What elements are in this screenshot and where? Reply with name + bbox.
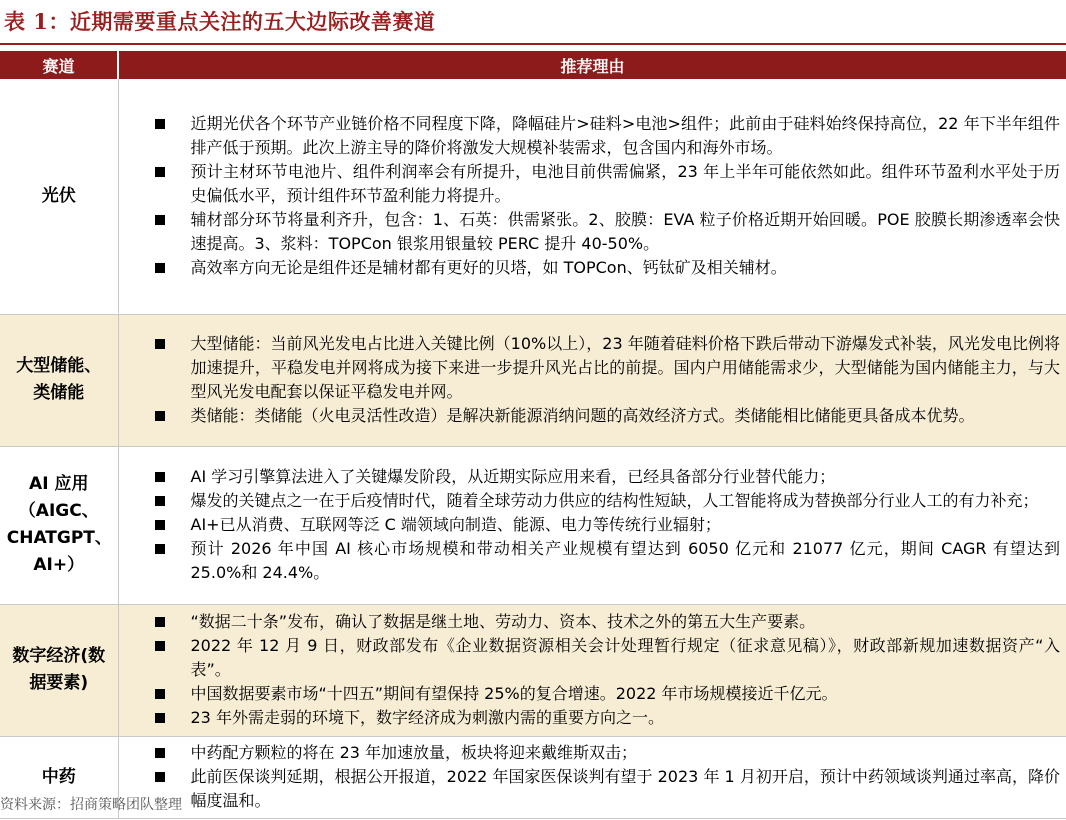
bullet-square-icon (155, 472, 165, 482)
bullet-square-icon (155, 617, 165, 627)
list-item: 大型储能：当前风光发电占比进入关键比例（10%以上），23 年随着硅料价格下跌后带动下游爆发式补装，风光发电比例将加速提升，平稳发电并网将成为接下来进一步提升风光占比的前提。国内户用储能需求少，大型储能为国内储能主力，与大型风光发电配套以保证平稳发电并网。 (119, 332, 1061, 404)
reason-cell (118, 314, 1066, 446)
header-reason: 推荐理由 (118, 51, 1066, 79)
reason-cell (118, 446, 1066, 604)
list-item: 辅材部分环节将量利齐升，包含：1、石英：供需紧张。2、胶膜：EVA 粒子价格近期开始回暖。POE 胶膜长期渗透率会快速提高。3、浆料：TOPCon 银浆用银量较 PERC 提升 40-50%。 (119, 208, 1061, 256)
bullet-square-icon (155, 520, 165, 530)
bullet-square-icon (155, 119, 165, 129)
title-rule (0, 43, 1066, 45)
track-label: 光伏 (0, 79, 118, 314)
track-label: AI 应用（AIGC、CHATGPT、AI+） (0, 446, 118, 604)
list-item: AI+已从消费、互联网等泛 C 端领域向制造、能源、电力等传统行业辐射； (119, 513, 1061, 537)
list-item: 高效率方向无论是组件还是辅材都有更好的贝塔，如 TOPCon、钙钛矿及相关辅材。 (119, 256, 1061, 280)
list-item: 中药配方颗粒的将在 23 年加速放量，板块将迎来戴维斯双击； (119, 741, 1061, 765)
list-item: 预计主材环节电池片、组件利润率会有所提升，电池目前供需偏紧，23 年上半年可能依然如此。组件环节盈利水平处于历史偏低水平，预计组件环节盈利能力将提升。 (119, 160, 1061, 208)
section-row-ai (0, 446, 1066, 604)
list-item: 爆发的关键点之一在于后疫情时代，随着全球劳动力供应的结构性短缺，人工智能将成为替换部分行业人工的有力补充； (119, 489, 1061, 513)
bullet-square-icon (155, 411, 165, 421)
section-row-storage (0, 314, 1066, 446)
reason-cell (118, 79, 1066, 314)
source-note: 资料来源：招商策略团队整理 (0, 797, 182, 813)
bullet-square-icon (155, 167, 165, 177)
list-item: 预计 2026 年中国 AI 核心市场规模和带动相关产业规模有望达到 6050 亿元和 21077 亿元，期间 CAGR 有望达到 25.0%和 24.4%。 (119, 537, 1061, 585)
bullet-square-icon (155, 215, 165, 225)
table-header-row (0, 51, 1066, 79)
bullet-square-icon (155, 339, 165, 349)
table-title: 表 1：近期需要重点关注的五大边际改善赛道 (4, 9, 436, 34)
list-item: 2022 年 12 月 9 日，财政部发布《企业数据资源相关会计处理暂行规定（征求意见稿）》，财政部新规加速数据资产“入表”。 (119, 634, 1061, 682)
list-item: 23 年外需走弱的环境下，数字经济成为刺激内需的重要方向之一。 (119, 706, 1061, 730)
list-item: “数据二十条”发布，确认了数据是继土地、劳动力、资本、技术之外的第五大生产要素。 (119, 610, 1061, 634)
bullet-square-icon (155, 689, 165, 699)
section-row-digital-economy (0, 604, 1066, 736)
reason-cell (118, 736, 1066, 818)
reason-cell (118, 604, 1066, 736)
bullet-square-icon (155, 641, 165, 651)
track-label: 数字经济(数据要素) (0, 604, 118, 736)
list-item: AI 学习引擎算法进入了关键爆发阶段，从近期实际应用来看，已经具备部分行业替代能力； (119, 465, 1061, 489)
list-item: 类储能：类储能（火电灵活性改造）是解决新能源消纳问题的高效经济方式。类储能相比储能更具备成本优势。 (119, 404, 1061, 428)
bullet-square-icon (155, 263, 165, 273)
list-item: 中国数据要素市场“十四五”期间有望保持 25%的复合增速。2022 年市场规模接近千亿元。 (119, 682, 1061, 706)
track-label: 大型储能、类储能 (0, 314, 118, 446)
bullet-square-icon (155, 772, 165, 782)
track-table (0, 51, 1066, 819)
bullet-square-icon (155, 713, 165, 723)
list-item: 此前医保谈判延期，根据公开报道，2022 年国家医保谈判有望于 2023 年 1 月初开启，预计中药领域谈判通过率高，降价幅度温和。 (119, 765, 1061, 813)
header-track: 赛道 (0, 51, 118, 79)
track-label: 中药 (0, 736, 118, 818)
section-row-solar (0, 79, 1066, 314)
bullet-square-icon (155, 496, 165, 506)
bullet-square-icon (155, 748, 165, 758)
list-item: 近期光伏各个环节产业链价格不同程度下降，降幅硅片>硅料>电池>组件；此前由于硅料始终保持高位，22 年下半年组件排产低于预期。此次上游主导的降价将激发大规模补装需求，包含国内和海外市场。 (119, 112, 1061, 160)
bullet-square-icon (155, 544, 165, 554)
